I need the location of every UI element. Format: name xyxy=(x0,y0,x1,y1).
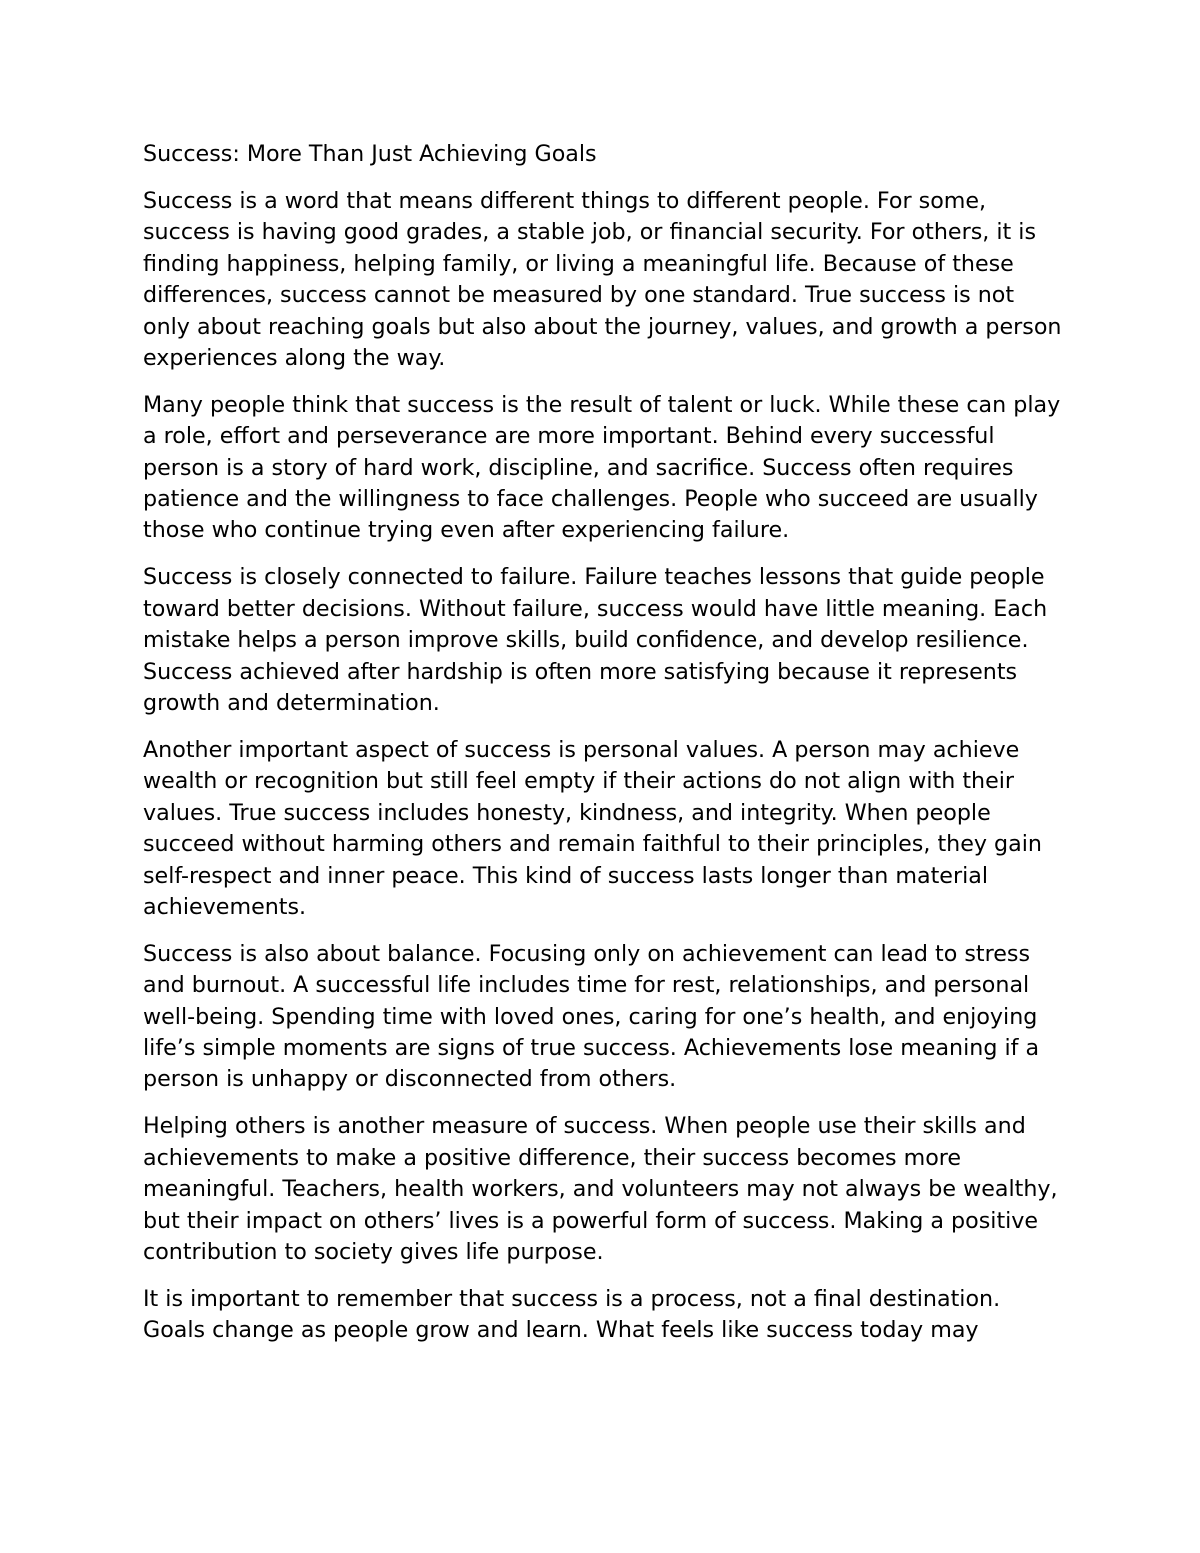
paragraph-7: It is important to remember that success is a process, not a final destination. Goals change as people grow and learn. What feels like success today may xyxy=(143,1285,1001,1344)
document-title: Success: More Than Just Achieving Goals xyxy=(143,141,597,167)
paragraph-6: Helping others is another measure of success. When people use their skills and achievements to make a positive difference, their success becomes more meaningful. Teachers, health workers, and volunteers may not always be wealthy, but their impact on others’ lives is a powerful form of success. Making a positive contribution to society gives life purpose. xyxy=(143,1113,1058,1265)
document-body xyxy=(143,139,1068,1362)
paragraph-4: Another important aspect of success is personal values. A person may achieve wealth or recognition but still feel empty if their actions do not align with their values. True success includes honesty, kindness, and integrity. When people succeed without harming others and remain faithful to their principles, they gain self-respect and inner peace. This kind of success lasts longer than material achievements. xyxy=(143,736,1042,920)
paragraph-3: Success is closely connected to failure. Failure teaches lessons that guide people toward better decisions. Without failure, success would have little meaning. Each mistake helps a person improve skills, build confidence, and develop resilience. Success achieved after hardship is often more satisfying because it represents growth and determination. xyxy=(143,564,1048,716)
paragraph-1: Success is a word that means different things to different people. For some, success is having good grades, a stable job, or financial security. For others, it is finding happiness, helping family, or living a meaningful life. Because of these differences, success cannot be measured by one standard. True success is not only about reaching goals but also about the journey, values, and growth a person experiences along the way. xyxy=(143,187,1062,371)
paragraph-2: Many people think that success is the result of talent or luck. While these can play a role, effort and perseverance are more important. Behind every successful person is a story of hard work, discipline, and sacrifice. Success often requires patience and the willingness to face challenges. People who succeed are usually those who continue trying even after experiencing failure. xyxy=(143,391,1061,544)
paragraph-5: Success is also about balance. Focusing only on achievement can lead to stress and burnout. A successful life includes time for rest, relationships, and personal well-being. Spending time with loved ones, caring for one’s health, and enjoying life’s simple moments are signs of true success. Achievements lose meaning if a person is unhappy or disconnected from others. xyxy=(143,940,1040,1093)
